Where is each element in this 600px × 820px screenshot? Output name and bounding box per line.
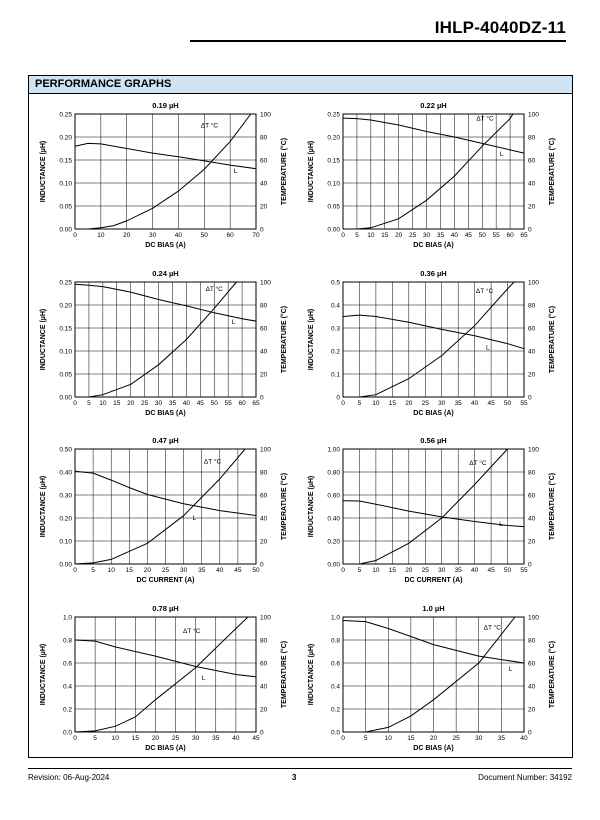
chart-6-title: 0.56 µH [420,436,447,445]
chart-1-y-axis-label: INDUCTANCE (µH) [40,140,47,203]
chart-4-y-tick-label: 0.5 [330,279,340,287]
chart-7-y2-tick-label: 100 [260,614,271,622]
chart-2-x-tick-label: 45 [464,232,472,239]
chart-7-y-tick-label: 0.4 [62,683,72,691]
chart-3-temperature-curve-label: ΔT °C [205,285,223,293]
chart-3-y2-tick-label: 0 [260,394,264,402]
chart-7-x-tick-label: 20 [151,735,160,742]
chart-8-temperature-curve-label: ΔT °C [483,624,501,632]
chart-8-y-axis-label: INDUCTANCE (µH) [308,643,315,706]
chart-8-x-tick-label: 0 [341,735,345,742]
chart-3-x-tick-label: 55 [224,400,232,407]
chart-2-y-tick-label: 0.25 [327,111,340,119]
chart-8-x-tick-label: 25 [452,735,460,742]
chart-8-x-tick-label: 30 [475,735,483,742]
chart-2-x-tick-label: 0 [341,232,345,239]
chart-2-x-tick-label: 55 [492,232,500,239]
chart-1-y-tick-label: 0.15 [59,157,72,165]
chart-6-x-tick-label: 25 [421,567,429,574]
chart-8-y-tick-label: 0.0 [330,729,340,737]
chart-8-y-tick-label: 0.6 [330,660,340,668]
chart-7-y-tick-label: 0.0 [62,729,72,737]
chart-1-x-tick-label: 50 [200,232,208,239]
chart-5-y-tick-label: 0.30 [59,492,72,500]
chart-2-x-tick-label: 50 [478,232,486,239]
chart-3-plot-frame [75,282,256,397]
chart-4-x-tick-label: 40 [471,400,479,407]
chart-3-y-tick-label: 0.05 [59,371,72,379]
chart-7-temperature-rise-curve [75,617,248,732]
chart-3-x-tick-label: 0 [73,400,77,407]
chart-6-x-tick-label: 40 [471,567,479,574]
chart-1-y2-axis-label: TEMPERATURE (°C) [281,137,288,206]
chart-4-y-tick-label: 0 [336,394,340,402]
chart-5-y-tick-label: 0.20 [59,515,72,523]
chart-1-y-tick-label: 0.10 [59,180,72,188]
chart-5-x-axis-label: DC CURRENT (A) [136,577,195,584]
chart-8-y2-tick-label: 40 [528,683,536,691]
chart-4-y2-tick-label: 100 [528,279,539,287]
footer-page-number: 3 [292,773,297,782]
chart-6-y2-tick-label: 20 [528,538,536,546]
chart-6-y-tick-label: 1.00 [327,446,340,454]
chart-7-x-tick-label: 10 [111,735,119,742]
chart-2-x-tick-label: 30 [422,232,431,239]
chart-1-inductance-curve-label: L [233,168,238,176]
chart-7-y-tick-label: 1.0 [62,614,72,622]
chart-1-x-tick-label: 60 [226,232,234,239]
chart-6-x-tick-label: 20 [405,567,413,574]
chart-6-y-tick-label: 0.20 [327,538,340,546]
chart-1-y-tick-label: 0.25 [59,111,72,119]
chart-1-y-tick-label: 0.20 [59,134,72,142]
chart-2-x-tick-label: 5 [355,232,359,239]
chart-1-title: 0.19 µH [152,101,179,110]
chart-4-x-axis-label: DC BIAS (A) [413,410,454,417]
chart-4-inductance-curve-label: L [485,344,490,352]
chart-1-x-tick-label: 0 [73,232,77,239]
chart-5-x-tick-label: 0 [73,567,77,574]
chart-4-y-tick-label: 0.2 [330,348,340,356]
chart-7-y2-tick-label: 60 [260,660,268,668]
chart-5-title: 0.47 µH [152,436,179,445]
chart-7-y-tick-label: 0.8 [62,637,72,645]
chart-1-y2-tick-label: 60 [260,157,268,165]
chart-7-x-tick-label: 25 [171,735,180,742]
chart-7-x-tick-label: 0 [73,735,77,742]
chart-6-y2-tick-label: 80 [528,469,536,477]
chart-7-plot-frame [75,617,256,732]
chart-5-y2-tick-label: 80 [260,469,268,477]
chart-7-x-tick-label: 40 [232,735,240,742]
chart-5-x-tick-label: 45 [234,567,242,574]
chart-8-x-tick-label: 10 [384,735,392,742]
chart-8-y2-axis-label: TEMPERATURE (°C) [549,640,556,709]
chart-6-inductance-curve-label: L [499,520,503,528]
chart-1-y-tick-label: 0.00 [59,226,72,234]
chart-3-y2-tick-label: 80 [260,302,268,310]
chart-5-y-tick-label: 0.40 [59,469,72,477]
chart-6-y-tick-label: 0.60 [327,492,340,500]
chart-5-x-tick-label: 5 [91,567,95,574]
chart-3-y2-axis-label: TEMPERATURE (°C) [281,305,288,374]
chart-5-y-tick-label: 0.10 [59,538,72,546]
chart-2-y-tick-label: 0.05 [327,203,340,211]
chart-2-x-tick-label: 35 [436,232,445,239]
panel-title: PERFORMANCE GRAPHS [35,78,172,90]
chart-2-temperature-rise-curve [343,114,513,229]
chart-8-temperature-rise-curve [343,617,515,732]
chart-3-x-tick-label: 65 [252,400,260,407]
chart-6-y-tick-label: 0.00 [327,561,340,569]
chart-8-x-tick-label: 35 [497,735,505,742]
chart-6-x-tick-label: 5 [357,567,362,574]
chart-6-x-tick-label: 0 [341,567,345,574]
chart-2-y-tick-label: 0.20 [327,134,340,142]
chart-3-y2-tick-label: 40 [260,348,268,356]
chart-5-y2-tick-label: 20 [260,538,268,546]
chart-2-x-tick-label: 20 [395,232,403,239]
chart-2-temperature-curve-label: ΔT °C [476,115,494,123]
chart-8-title: 1.0 µH [422,604,445,613]
chart-4-x-tick-label: 35 [454,400,462,407]
chart-8-x-tick-label: 20 [429,735,438,742]
chart-2-x-tick-label: 10 [367,232,375,239]
chart-6-x-tick-label: 15 [388,567,396,574]
chart-4-y-tick-label: 0.1 [330,371,340,379]
chart-4-inductance-curve [343,315,524,349]
chart-2-y2-tick-label: 100 [528,111,539,119]
chart-4-x-tick-label: 0 [341,400,345,407]
chart-5-inductance-curve-label: L [192,515,197,522]
chart-2-y-axis-label: INDUCTANCE (µH) [308,140,315,203]
chart-3-y-axis-label: INDUCTANCE (µH) [40,308,47,371]
chart-8-y2-tick-label: 80 [528,637,536,645]
chart-3-x-tick-label: 5 [87,400,91,407]
chart-4-x-tick-label: 20 [405,400,413,407]
chart-6-y-axis-label: INDUCTANCE (µH) [308,475,315,538]
chart-6-x-tick-label: 30 [438,567,446,574]
footer-revision: Revision: 06-Aug-2024 [28,773,110,782]
chart-5-x-tick-label: 10 [107,567,115,574]
chart-7-x-tick-label: 45 [252,735,260,742]
chart-2-y-tick-label: 0.00 [327,226,340,234]
chart-4-y2-tick-label: 60 [528,325,536,333]
chart-3-x-tick-label: 60 [238,400,246,407]
chart-1-x-tick-label: 40 [174,232,183,239]
chart-7-y2-tick-label: 40 [260,683,268,691]
chart-3-x-tick-label: 20 [127,400,135,407]
chart-4-plot-frame [343,282,524,397]
chart-3-x-tick-label: 15 [113,400,121,407]
chart-5-y2-tick-label: 0 [260,561,264,569]
chart-4-x-tick-label: 55 [520,400,528,407]
chart-3-y-tick-label: 0.20 [59,302,72,310]
chart-4-y2-tick-label: 20 [528,371,536,379]
chart-1-y2-tick-label: 40 [260,180,268,188]
document-title: IHLP-4040DZ-11 [434,18,566,37]
chart-2-inductance-curve-label: L [499,151,504,159]
chart-6-y2-tick-label: 100 [528,446,539,454]
chart-3-x-tick-label: 50 [210,400,218,407]
chart-4-x-tick-label: 30 [438,400,446,407]
chart-6-y-tick-label: 0.40 [327,515,340,523]
chart-2-x-axis-label: DC BIAS (A) [413,242,454,249]
chart-5-y-axis-label: INDUCTANCE (µH) [40,475,47,538]
chart-7-inductance-curve-label: L [201,674,206,682]
chart-7-x-tick-label: 35 [212,735,220,742]
chart-1-y-tick-label: 0.05 [59,203,72,211]
chart-2-y2-tick-label: 60 [528,157,536,165]
chart-5-x-tick-label: 20 [143,567,152,574]
chart-7-x-tick-label: 15 [131,735,139,742]
chart-1-y2-tick-label: 0 [260,226,264,234]
chart-3-x-tick-label: 40 [182,400,191,407]
chart-8-x-tick-label: 40 [520,735,528,742]
chart-8-inductance-curve-label: L [508,665,513,673]
chart-2-inductance-curve [343,118,524,153]
chart-6-temperature-curve-label: ΔT °C [469,459,487,467]
chart-8-y2-tick-label: 0 [528,729,532,737]
chart-5-y2-tick-label: 40 [260,515,268,523]
chart-6-y2-tick-label: 0 [528,561,532,569]
chart-7-y2-tick-label: 80 [260,637,268,645]
chart-2-x-tick-label: 65 [520,232,528,239]
chart-5-x-tick-label: 50 [252,567,260,574]
chart-7-y2-tick-label: 20 [260,706,268,714]
chart-2-y2-tick-label: 20 [528,203,536,211]
chart-1-x-axis-label: DC BIAS (A) [145,242,186,249]
chart-6-x-tick-label: 55 [520,567,528,574]
chart-6-plot-frame [343,449,524,564]
chart-7-y2-tick-label: 0 [260,729,264,737]
chart-6-y-tick-label: 0.80 [327,469,340,477]
chart-5-x-tick-label: 15 [125,567,133,574]
footer-document-number: Document Number: 34192 [478,773,572,782]
chart-2-y2-tick-label: 40 [528,180,536,188]
chart-7-temperature-curve-label: ΔT °C [182,627,201,635]
chart-7-y2-axis-label: TEMPERATURE (°C) [281,640,288,709]
chart-7-x-tick-label: 30 [192,735,200,742]
chart-8-y2-tick-label: 100 [528,614,539,622]
chart-7-y-axis-label: INDUCTANCE (µH) [40,643,47,706]
chart-5-x-tick-label: 25 [161,567,170,574]
chart-8-y-tick-label: 0.2 [330,706,340,714]
chart-3-x-tick-label: 30 [154,400,163,407]
chart-1-x-tick-label: 70 [252,232,260,239]
chart-3-title: 0.24 µH [152,269,179,278]
chart-6-x-axis-label: DC CURRENT (A) [404,577,463,584]
chart-3-y2-tick-label: 100 [260,279,271,287]
chart-3-y-tick-label: 0.00 [59,394,72,402]
chart-6-x-tick-label: 35 [454,567,462,574]
chart-6-y2-axis-label: TEMPERATURE (°C) [549,472,556,541]
chart-4-y-axis-label: INDUCTANCE (µH) [308,308,315,371]
chart-5-y-tick-label: 0.50 [59,446,72,454]
chart-3-y2-tick-label: 20 [260,371,268,379]
chart-5-y2-axis-label: TEMPERATURE (°C) [281,472,288,541]
chart-3-y-tick-label: 0.25 [59,279,72,287]
chart-2-title: 0.22 µH [420,101,447,110]
chart-1-temperature-curve-label: ΔT °C [200,122,219,130]
chart-2-y-tick-label: 0.15 [327,157,340,165]
chart-5-y2-tick-label: 100 [260,446,271,454]
chart-8-y2-tick-label: 60 [528,660,536,668]
chart-1-y2-tick-label: 100 [260,111,271,119]
chart-8-y-tick-label: 1.0 [330,614,340,622]
chart-4-y-tick-label: 0.4 [330,302,340,310]
chart-4-x-tick-label: 5 [357,400,362,407]
chart-1-inductance-curve [75,143,256,168]
chart-3-inductance-curve [75,284,256,321]
chart-2-y-tick-label: 0.10 [327,180,340,188]
chart-4-y2-tick-label: 40 [528,348,536,356]
chart-8-x-tick-label: 5 [363,735,368,742]
chart-5-x-tick-label: 35 [198,567,206,574]
chart-8-y-tick-label: 0.4 [330,683,340,691]
chart-2-y2-tick-label: 80 [528,134,536,142]
chart-3-y-tick-label: 0.10 [59,348,72,356]
chart-8-y2-tick-label: 20 [528,706,536,714]
chart-4-x-tick-label: 15 [388,400,396,407]
chart-7-x-tick-label: 5 [93,735,97,742]
chart-7-y-tick-label: 0.2 [62,706,72,714]
chart-5-y-tick-label: 0.00 [59,561,72,569]
chart-3-x-tick-label: 35 [168,400,177,407]
chart-2-x-tick-label: 60 [506,232,514,239]
chart-3-x-tick-label: 10 [99,400,107,407]
chart-4-y2-tick-label: 80 [528,302,536,310]
chart-1-x-tick-label: 20 [123,232,131,239]
chart-6-x-tick-label: 10 [372,567,380,574]
chart-5-temperature-curve-label: ΔT °C [203,458,222,466]
chart-3-x-tick-label: 45 [196,400,204,407]
chart-4-x-tick-label: 50 [503,400,512,407]
chart-4-y2-tick-label: 0 [528,394,532,402]
chart-2-y2-tick-label: 0 [528,226,532,234]
chart-8-x-tick-label: 15 [407,735,415,742]
chart-3-inductance-curve-label: L [231,319,236,327]
chart-4-y-tick-label: 0.3 [330,325,340,333]
chart-7-inductance-curve [75,640,256,677]
chart-4-temperature-curve-label: ΔT °C [475,288,494,296]
chart-6-inductance-curve [343,501,524,527]
chart-7-y-tick-label: 0.6 [62,660,72,668]
chart-1-temperature-rise-curve [75,114,251,229]
chart-5-x-tick-label: 40 [216,567,224,574]
chart-8-x-axis-label: DC BIAS (A) [413,745,454,752]
chart-4-title: 0.36 µH [420,269,447,278]
footer-rule [28,768,572,769]
chart-4-x-tick-label: 25 [421,400,429,407]
chart-7-title: 0.78 µH [152,604,179,613]
chart-3-y2-tick-label: 60 [260,325,268,333]
chart-3-x-tick-label: 25 [140,400,149,407]
chart-6-x-tick-label: 45 [487,567,495,574]
chart-5-y2-tick-label: 60 [260,492,268,500]
chart-3-y-tick-label: 0.15 [59,325,72,333]
chart-1-x-tick-label: 10 [97,232,105,239]
chart-2-x-tick-label: 40 [450,232,459,239]
chart-6-y2-tick-label: 40 [528,515,536,523]
chart-1-plot-frame [75,114,256,229]
chart-6-x-tick-label: 50 [503,567,512,574]
chart-3-x-axis-label: DC BIAS (A) [145,410,186,417]
chart-4-y2-axis-label: TEMPERATURE (°C) [549,305,556,374]
chart-6-y2-tick-label: 60 [528,492,536,500]
chart-2-y2-axis-label: TEMPERATURE (°C) [549,137,556,206]
chart-8-y-tick-label: 0.8 [330,637,340,645]
chart-1-y2-tick-label: 80 [260,134,268,142]
chart-5-x-tick-label: 30 [179,567,188,574]
chart-1-y2-tick-label: 20 [260,203,268,211]
chart-1-x-tick-label: 30 [148,232,157,239]
chart-4-x-tick-label: 45 [487,400,495,407]
chart-7-x-axis-label: DC BIAS (A) [145,745,186,752]
chart-4-x-tick-label: 10 [372,400,380,407]
chart-2-x-tick-label: 25 [408,232,417,239]
chart-2-x-tick-label: 15 [381,232,389,239]
